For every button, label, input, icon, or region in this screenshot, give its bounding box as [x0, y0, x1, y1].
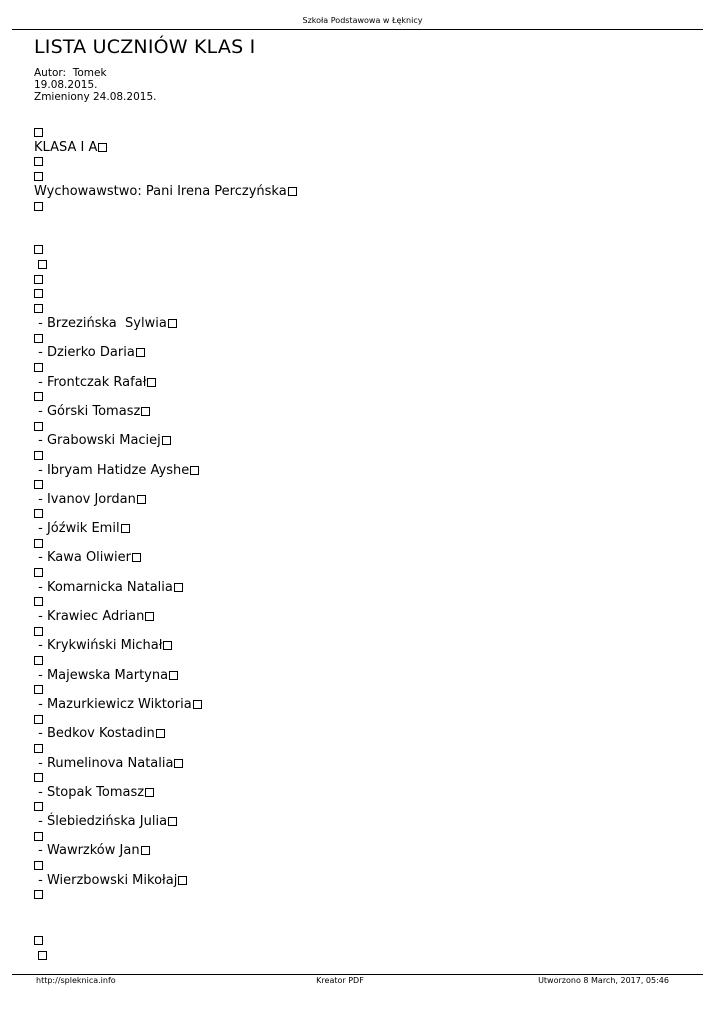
author-name: Tomek	[72, 67, 107, 79]
missing-glyph-box	[34, 568, 43, 577]
missing-glyph-box	[121, 524, 130, 533]
student-list-item	[34, 873, 187, 889]
empty-line	[34, 933, 43, 949]
empty-line	[34, 257, 47, 273]
student-name: - Jóźwik Emil	[34, 521, 120, 537]
student-name: - Ivanov Jordan	[34, 491, 136, 507]
student-name: - Kawa Oliwier	[34, 550, 131, 566]
missing-glyph-box	[34, 334, 43, 343]
empty-line	[34, 419, 43, 435]
missing-glyph-box	[141, 407, 150, 416]
student-name: - Mazurkiewicz Wiktoria	[34, 696, 192, 712]
student-name: - Komarnicka Natalia	[34, 579, 173, 595]
empty-line	[34, 712, 43, 728]
missing-glyph-box	[145, 788, 154, 797]
student-name: - Bedkov Kostadin	[34, 726, 155, 742]
student-list-item	[34, 638, 172, 654]
student-name: - Brzezińska Sylwia	[34, 316, 167, 331]
missing-glyph-box	[163, 641, 172, 650]
header-divider	[12, 29, 703, 30]
empty-line	[34, 389, 43, 405]
student-list-item	[34, 609, 154, 625]
empty-line	[34, 286, 43, 302]
modified-date: Zmieniony 24.08.2015.	[34, 91, 157, 103]
missing-glyph-box	[132, 553, 141, 562]
missing-glyph-box	[38, 260, 47, 269]
empty-line	[34, 594, 43, 610]
empty-line	[34, 331, 43, 347]
empty-line	[34, 477, 43, 493]
missing-glyph-box	[34, 157, 43, 166]
missing-glyph-box	[38, 951, 47, 960]
missing-glyph-box	[34, 656, 43, 665]
missing-glyph-box	[34, 744, 43, 753]
missing-glyph-box	[34, 275, 43, 284]
missing-glyph-box	[34, 936, 43, 945]
student-name: - Dzierko Daria	[34, 345, 135, 361]
class-name-line	[34, 140, 107, 156]
created-date: 19.08.2015.	[34, 79, 98, 91]
missing-glyph-box	[34, 861, 43, 870]
missing-glyph-box	[34, 172, 43, 181]
student-list-item	[34, 404, 150, 420]
student-name: - Majewska Martyna	[34, 667, 169, 683]
missing-glyph-box	[34, 627, 43, 636]
document-meta	[34, 67, 156, 103]
empty-line	[34, 858, 43, 874]
missing-glyph-box	[34, 392, 43, 401]
student-list-item	[34, 492, 146, 508]
student-list-item	[34, 785, 154, 801]
empty-line	[34, 829, 43, 845]
missing-glyph-box	[34, 773, 43, 782]
student-name: - Rumelinova Natalia	[34, 755, 174, 771]
student-list-item	[34, 843, 150, 859]
student-name: - Wawrzków Jan	[34, 843, 140, 859]
missing-glyph-box	[145, 612, 154, 621]
student-name: - Krawiec Adrian	[34, 609, 145, 624]
empty-line	[34, 448, 43, 464]
empty-line	[34, 770, 43, 786]
missing-glyph-box	[34, 480, 43, 489]
missing-glyph-box	[156, 729, 165, 738]
student-list-item	[34, 726, 165, 742]
missing-glyph-box	[178, 876, 187, 885]
student-name: - Wierzbowski Mikołaj	[34, 872, 178, 888]
missing-glyph-box	[34, 802, 43, 811]
student-name: - Górski Tomasz	[34, 403, 141, 419]
student-list-item	[34, 550, 141, 566]
missing-glyph-box	[174, 759, 183, 768]
missing-glyph-box	[193, 700, 202, 709]
student-list-item	[34, 375, 156, 391]
missing-glyph-box	[169, 671, 178, 680]
student-name: - Ibryam Hatidze Ayshe	[34, 462, 190, 478]
empty-line	[34, 199, 43, 215]
missing-glyph-box	[34, 202, 43, 211]
empty-line	[34, 360, 43, 376]
missing-glyph-box	[168, 319, 177, 328]
missing-glyph-box	[34, 539, 43, 548]
student-list-item	[34, 697, 202, 713]
missing-glyph-box	[141, 846, 150, 855]
missing-glyph-box	[136, 348, 145, 357]
class-name: KLASA I A	[34, 140, 98, 155]
missing-glyph-box	[34, 890, 43, 899]
missing-glyph-box	[34, 832, 43, 841]
missing-glyph-box	[34, 715, 43, 724]
footer-divider	[12, 974, 703, 975]
missing-glyph-box	[34, 245, 43, 254]
empty-line	[34, 948, 47, 964]
student-name: - Stopak Tomasz	[34, 784, 145, 800]
footer-url: http://spleknica.info	[36, 976, 116, 985]
footer-created: Utworzono 8 March, 2017, 05:46	[538, 976, 669, 985]
empty-line	[34, 741, 43, 757]
student-list-item	[34, 580, 183, 596]
empty-line	[34, 536, 43, 552]
student-list-item	[34, 668, 178, 684]
missing-glyph-box	[174, 583, 183, 592]
empty-line	[34, 624, 43, 640]
student-name: - Krykwiński Michał	[34, 638, 163, 654]
student-list-item	[34, 814, 177, 830]
missing-glyph-box	[34, 304, 43, 313]
missing-glyph-box	[137, 495, 146, 504]
missing-glyph-box	[34, 509, 43, 518]
missing-glyph-box	[34, 685, 43, 694]
footer-generator: Kreator PDF	[316, 976, 364, 985]
missing-glyph-box	[34, 289, 43, 298]
missing-glyph-box	[147, 378, 156, 387]
missing-glyph-box	[34, 363, 43, 372]
empty-line	[34, 154, 43, 170]
author-label: Autor:	[34, 67, 67, 79]
missing-glyph-box	[34, 597, 43, 606]
class-teacher: Wychowawstwo: Pani Irena Perczyńska	[34, 184, 287, 199]
document-title: LISTA UCZNIÓW KLAS I	[34, 36, 256, 58]
missing-glyph-box	[162, 436, 171, 445]
empty-line	[34, 506, 43, 522]
student-list-item	[34, 433, 171, 449]
missing-glyph-box	[190, 466, 199, 475]
author-line	[34, 67, 156, 79]
empty-line	[34, 125, 43, 141]
student-list-item	[34, 521, 130, 537]
missing-glyph-box	[34, 422, 43, 431]
empty-line	[34, 169, 43, 185]
student-list-item	[34, 463, 199, 479]
student-name: - Grabowski Maciej	[34, 433, 161, 449]
empty-line	[34, 799, 43, 815]
student-list-item	[34, 345, 145, 361]
missing-glyph-box	[34, 128, 43, 137]
missing-glyph-box	[34, 451, 43, 460]
student-list-item	[34, 316, 177, 332]
student-name: - Frontczak Rafał	[34, 374, 147, 390]
student-name: - Ślebiedzińska Julia	[34, 814, 168, 830]
empty-line	[34, 653, 43, 669]
empty-line	[34, 682, 43, 698]
missing-glyph-box	[98, 143, 107, 152]
teacher-line	[34, 184, 297, 200]
empty-line	[34, 242, 43, 258]
empty-line	[34, 301, 43, 317]
header-site-name: Szkoła Podstawowa w Łęknicy	[302, 16, 423, 25]
empty-line	[34, 565, 43, 581]
missing-glyph-box	[288, 187, 297, 196]
missing-glyph-box	[168, 817, 177, 826]
student-list-item	[34, 756, 183, 772]
empty-line	[34, 887, 43, 903]
